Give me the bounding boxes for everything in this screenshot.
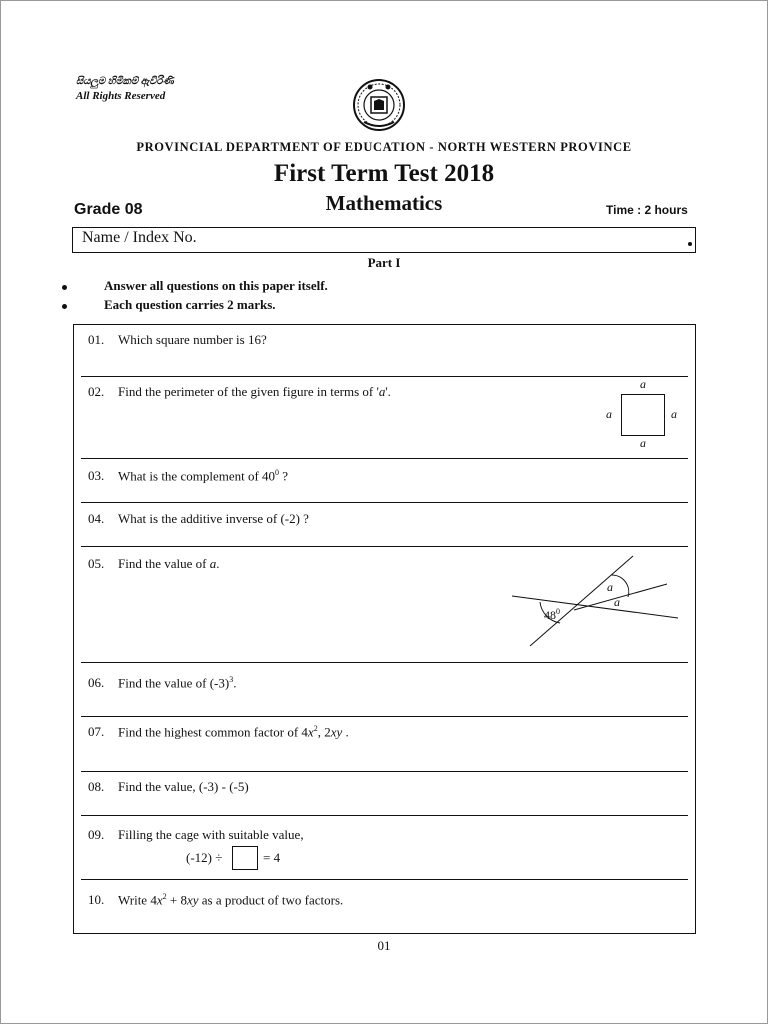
question-number: 06. bbox=[88, 675, 105, 691]
equation-left: (-12) ÷ bbox=[186, 850, 223, 865]
question-03 bbox=[88, 468, 288, 484]
question-text: Write 4 bbox=[118, 892, 157, 908]
question-separator bbox=[81, 546, 688, 547]
question-02 bbox=[88, 384, 391, 400]
test-title: First Term Test 2018 bbox=[273, 160, 495, 187]
question-01 bbox=[88, 332, 267, 348]
question-text: Find the value of (-3) bbox=[118, 675, 230, 691]
question-text: Find the highest common factor of 4 bbox=[118, 724, 308, 740]
question-text: Find the value of bbox=[118, 556, 210, 571]
instruction-item: Each question carries 2 marks. bbox=[104, 297, 276, 312]
question-number: 07. bbox=[88, 724, 105, 740]
answer-cage-box[interactable] bbox=[232, 846, 258, 870]
question-number: 05. bbox=[88, 556, 105, 571]
emblem-icon bbox=[352, 78, 406, 132]
question-separator bbox=[81, 815, 688, 816]
question-10 bbox=[88, 892, 343, 908]
angle-48-label: $48^0$ bbox=[544, 607, 560, 622]
question-text-end: '. bbox=[385, 384, 391, 399]
question-separator bbox=[81, 376, 688, 377]
question-text: Find the value, (-3) - (-5) bbox=[118, 779, 249, 794]
square-side-label-left: a bbox=[606, 407, 612, 421]
question-text: What is the complement of 40 bbox=[118, 468, 276, 484]
question-separator bbox=[81, 879, 688, 880]
question-number: 09. bbox=[88, 827, 105, 842]
square-side-label-top: a bbox=[640, 377, 646, 391]
question-04 bbox=[88, 511, 309, 527]
question-text: Filling the cage with suitable value, bbox=[118, 827, 304, 842]
degree-superscript: 0 bbox=[275, 468, 280, 477]
square-side-label-right: a bbox=[671, 407, 677, 421]
intersecting-lines-figure bbox=[500, 550, 690, 650]
question-separator bbox=[81, 502, 688, 503]
question-06 bbox=[88, 675, 236, 691]
department-heading: PROVINCIAL DEPARTMENT OF EDUCATION - NORTH WESTERN PROVINCE bbox=[136, 140, 632, 154]
question-text-end: . bbox=[342, 724, 349, 740]
question-number: 04. bbox=[88, 511, 105, 526]
question-text-end: . bbox=[216, 556, 220, 571]
question-08 bbox=[88, 779, 249, 795]
time-label: Time : 2 hours bbox=[606, 203, 688, 217]
question-text-end: ? bbox=[279, 468, 289, 484]
sinhala-rights-text: සියලුම හිමිකම් ඇවිරිණි bbox=[76, 76, 174, 87]
question-text-mid: + 8 bbox=[166, 892, 187, 908]
exponent-superscript: 3 bbox=[229, 675, 234, 684]
question-05 bbox=[88, 556, 219, 572]
question-text-end: . bbox=[233, 675, 237, 691]
question-variable: xy bbox=[186, 892, 199, 908]
question-number: 10. bbox=[88, 892, 105, 908]
angle-a-label-lower: a bbox=[614, 595, 620, 609]
square-figure bbox=[621, 394, 665, 436]
question-number: 03. bbox=[88, 468, 105, 484]
question-variable: x bbox=[307, 724, 314, 740]
question-number: 01. bbox=[88, 332, 105, 347]
question-text-mid: , 2 bbox=[317, 724, 331, 740]
question-text: Which square number is 16? bbox=[118, 332, 267, 347]
question-number: 02. bbox=[88, 384, 105, 399]
question-variable: x bbox=[156, 892, 163, 908]
exponent-superscript: 2 bbox=[162, 892, 167, 901]
bullet-icon bbox=[62, 285, 67, 290]
subject-title: Mathematics bbox=[325, 191, 443, 215]
part-heading: Part I bbox=[367, 255, 401, 270]
exponent-superscript: 2 bbox=[313, 724, 318, 733]
question-variable: a bbox=[378, 384, 386, 399]
question-07 bbox=[88, 724, 349, 740]
question-text-end: as a product of two factors. bbox=[198, 892, 344, 908]
angle-a-label-upper: a bbox=[607, 580, 613, 594]
question-09 bbox=[88, 827, 304, 843]
question-separator bbox=[81, 716, 688, 717]
question-variable: xy bbox=[330, 724, 343, 740]
instruction-item: Answer all questions on this paper itself. bbox=[104, 278, 328, 293]
question-separator bbox=[81, 662, 688, 663]
question-separator bbox=[81, 771, 688, 772]
question-text: Find the perimeter of the given figure in terms of ' bbox=[118, 384, 379, 399]
page-number: 01 bbox=[377, 938, 391, 953]
name-box-dot bbox=[688, 242, 692, 246]
question-number: 08. bbox=[88, 779, 105, 794]
all-rights-reserved: All Rights Reserved bbox=[76, 90, 166, 102]
square-side-label-bottom: a bbox=[640, 436, 646, 450]
name-index-label: Name / Index No. bbox=[82, 229, 197, 246]
question-text: What is the additive inverse of (-2) ? bbox=[118, 511, 309, 526]
bullet-icon bbox=[62, 304, 67, 309]
grade-label: Grade 08 bbox=[74, 201, 143, 218]
question-separator bbox=[81, 458, 688, 459]
equation-right: = 4 bbox=[263, 850, 281, 865]
question-variable: a bbox=[209, 556, 217, 571]
